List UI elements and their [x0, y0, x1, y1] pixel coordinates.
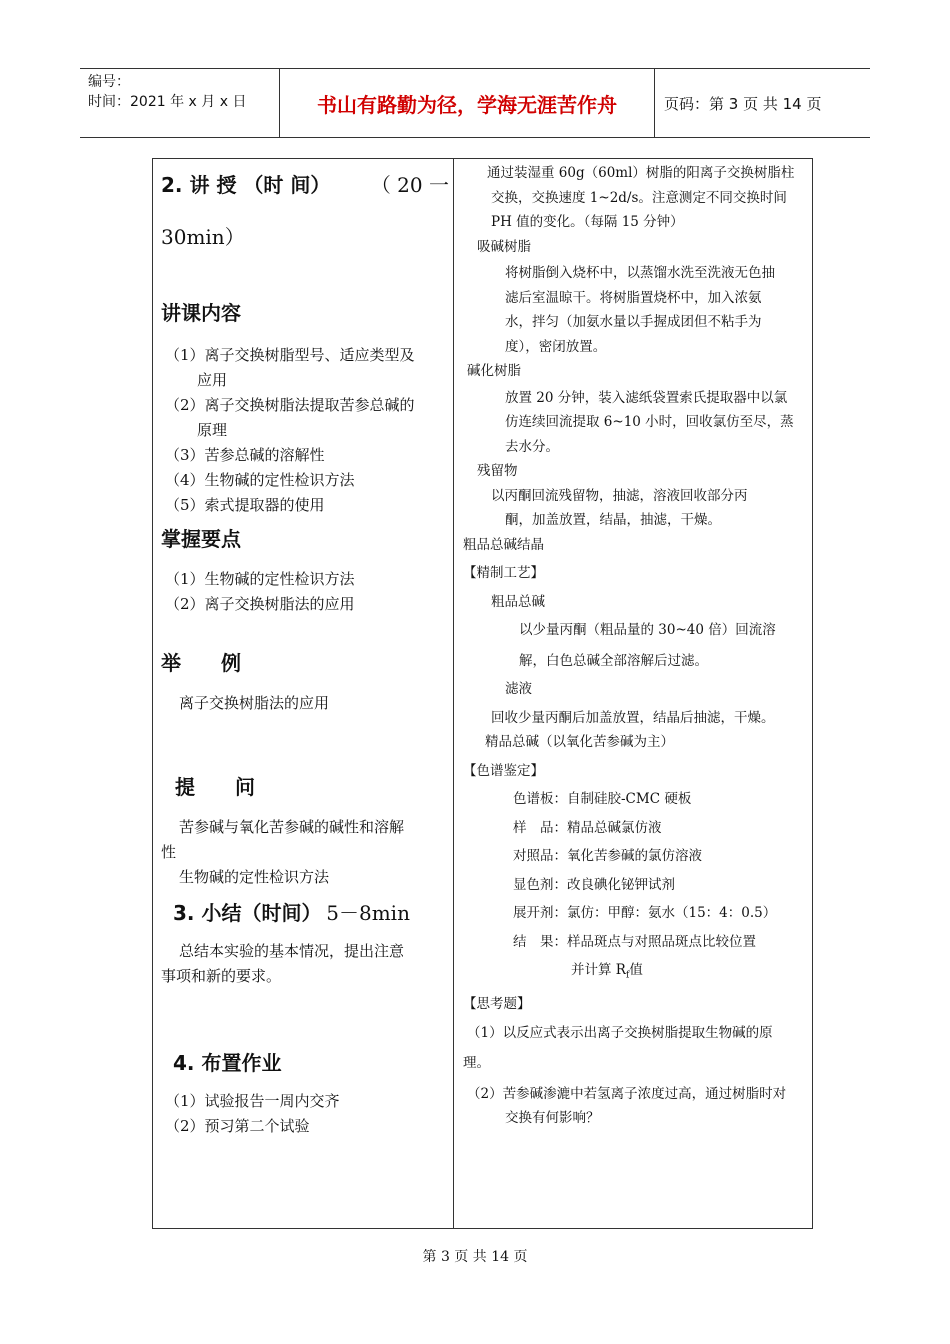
- text-line: 以少量丙酮（粗品量的 30~40 倍）回流溶: [519, 622, 776, 638]
- summary-text: [161, 939, 404, 989]
- text-line: PH 值的变化。（每隔 15 分钟）: [491, 214, 684, 230]
- list-item: （5）索式提取器的使用: [165, 496, 325, 514]
- question-heading: 提 问: [175, 775, 255, 799]
- section-label: 【精制工艺】: [463, 565, 544, 581]
- tlc-line: [463, 958, 809, 988]
- example-heading: 举 例: [161, 651, 241, 675]
- rf-subscript: f: [625, 970, 630, 981]
- text-line: 去水分。: [505, 438, 559, 455]
- summary-line: 总结本实验的基本情况，提出注意: [179, 942, 405, 960]
- text-line: 度），密闭放置。: [505, 338, 607, 355]
- header-motto: 书山有路勤为径，学海无涯苦作舟: [280, 69, 655, 137]
- text-line: 滤后室温晾干。将树脂置烧杯中，加入浓氨: [505, 289, 762, 306]
- text-line: 通过装湿重 60g（60ml）树脂的阳离子交换树脂柱: [487, 165, 795, 181]
- step-label: 滤液: [505, 681, 532, 697]
- question-line: 性: [161, 843, 177, 861]
- question-list: [161, 815, 405, 890]
- text-line: 以丙酮回流残留物，抽滤，溶液回收部分丙: [491, 487, 748, 504]
- page-footer: 第 3 页 共 14 页: [422, 1249, 528, 1265]
- header-bar: [80, 68, 870, 138]
- text-line: 解，白色总碱全部溶解后过滤。: [519, 652, 708, 669]
- key-heading: 掌握要点: [161, 527, 241, 551]
- list-item: （1）生物碱的定性检识方法: [165, 570, 355, 588]
- section-label: 【思考题】: [463, 996, 531, 1013]
- rf-suffix: 值: [629, 962, 643, 978]
- summary-title: 3. 小结（时间）: [173, 901, 322, 925]
- list-item: （1）试验报告一周内交齐: [165, 1092, 340, 1110]
- text-line: 放置 20 分钟，装入滤纸袋置索氏提取器中以氯: [505, 389, 788, 406]
- tlc-line: 结 果：样品斑点与对照品斑点比较位置: [513, 933, 756, 950]
- rf-text: 并计算 R: [571, 962, 626, 978]
- step-label: 吸碱树脂: [477, 238, 531, 255]
- step-label: 粗品总碱结晶: [463, 536, 544, 553]
- list-item: （1）离子交换树脂型号、适应类型及: [165, 346, 415, 364]
- question-line: 交换有何影响？: [505, 1110, 600, 1127]
- tlc-line: 样 品：精品总碱氯仿液: [513, 819, 662, 836]
- list-item: （2）离子交换树脂法的应用: [165, 595, 355, 613]
- section2-title: 2. 讲 授 （时 间）: [161, 173, 331, 197]
- question-line: 理。: [463, 1055, 490, 1072]
- text-line: 水，拌匀（加氨水量以手握成团但不粘手为: [505, 314, 762, 330]
- list-item: 应用: [197, 371, 228, 389]
- example-text: 离子交换树脂法的应用: [179, 694, 330, 712]
- lesson-table: [152, 158, 813, 1229]
- text-line: 将树脂倒入烧杯中，以蒸馏水洗至洗液无色抽: [505, 265, 775, 281]
- tlc-line: 显色剂：改良碘化铋钾试剂: [513, 876, 675, 893]
- text-line: 交换，交换速度 1~2d/s。注意测定不同交换时间: [491, 189, 787, 206]
- step-label: 粗品总碱: [491, 593, 545, 610]
- list-item: （2）离子交换树脂法提取苦参总碱的: [165, 396, 415, 414]
- list-item: （3）苦参总碱的溶解性: [165, 446, 325, 464]
- summary-line: 事项和新的要求。: [161, 967, 282, 985]
- homework-list: [165, 1089, 340, 1139]
- summary-time: 5－8min: [326, 901, 410, 925]
- question-line: 苦参碱与氧化苦参碱的碱性和溶解: [179, 818, 405, 836]
- section2-time-a: （ 20 一: [370, 173, 449, 197]
- header-page-info: 页码：第 3 页 共 14 页: [664, 94, 822, 113]
- header-meta: [80, 69, 280, 137]
- question-line: 生物碱的定性检识方法: [179, 868, 330, 886]
- list-item: （2）预习第二个试验: [165, 1117, 310, 1135]
- text-line: 酮，加盖放置，结晶，抽滤，干燥。: [505, 512, 721, 528]
- list-item: （4）生物碱的定性检识方法: [165, 471, 355, 489]
- summary-header: [173, 901, 410, 928]
- question-line: （2）苦参碱渗漉中若氢离子浓度过高，通过树脂时对: [467, 1085, 787, 1102]
- column-divider: [453, 159, 454, 1228]
- homework-title: 4. 布置作业: [173, 1051, 282, 1075]
- step-label: 残留物: [477, 463, 518, 479]
- list-item: 原理: [197, 421, 228, 439]
- time-label: 时间：2021 年 x 月 x 日: [88, 94, 247, 110]
- text-line: 回收少量丙酮后加盖放置，结晶后抽滤，干燥。: [491, 709, 775, 726]
- right-column: [463, 161, 809, 1131]
- step-label: 精品总碱（以氧化苦参碱为主）: [485, 734, 674, 750]
- key-list: [165, 567, 355, 617]
- text-line: 仿连续回流提取 6~10 小时，回收氯仿至尽，蒸: [505, 414, 794, 430]
- content-list: [165, 343, 415, 518]
- content-heading: 讲课内容: [161, 301, 241, 325]
- section2-time-b: 30min）: [161, 225, 245, 249]
- tlc-line: 展开剂：氯仿：甲醇：氨水（15：4：0.5）: [513, 905, 777, 921]
- section-label: 【色谱鉴定】: [463, 762, 544, 779]
- tlc-line: 对照品：氧化苦参碱的氯仿溶液: [513, 848, 702, 864]
- question-line: （1）以反应式表示出离子交换树脂提取生物碱的原: [467, 1024, 773, 1041]
- number-label: 编号：: [88, 74, 130, 90]
- step-label: 碱化树脂: [467, 363, 521, 379]
- tlc-line: 色谱板：自制硅胶-CMC 硬板: [513, 791, 692, 807]
